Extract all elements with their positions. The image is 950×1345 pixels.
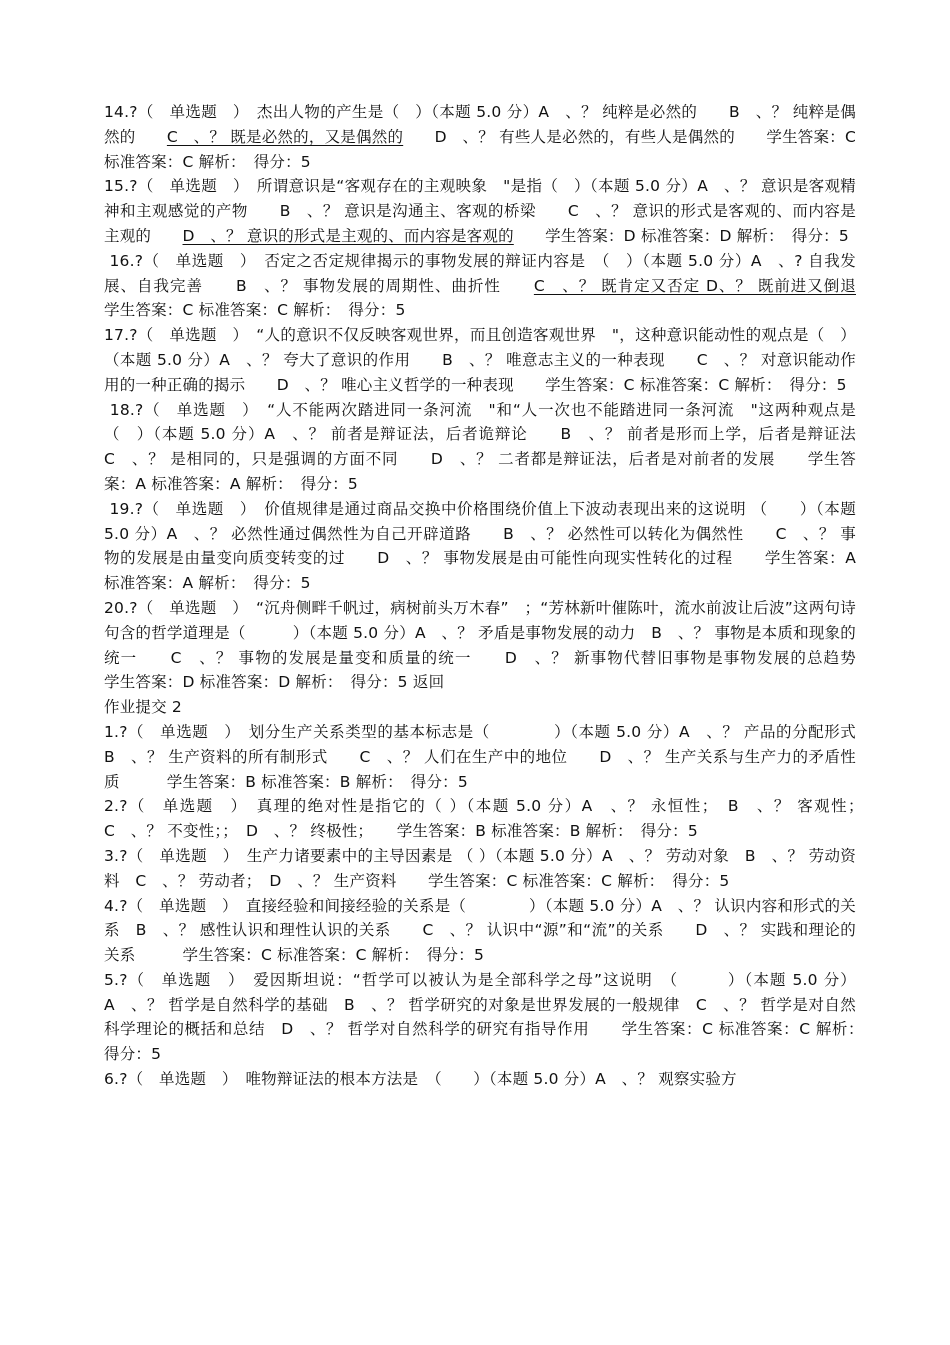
- question-text: 18.?（ 单选题 ） “人不能两次踏进同一条河流 "和“人一次也不能踏进同一条河流 "这两种观点是（ ）（本题 5.0 分）A 、？ 前者是辩证法，后者诡辩论 B 、？ 前者是形而上学，后者是辩证法 C 、？ 是相同的，只是强调的方面不同 D 、？ 二者都是辩证法，后者是对前者的发展 学生答案：A 标准答案：A 解析： 得分：5: [104, 400, 888, 493]
- question-text: 15.?（ 单选题 ） 所谓意识是“客观存在的主观映象 "是指（ ）（本题 5.0 分）A 、？ 意识是客观精神和主观感觉的产物 B 、？ 意识是沟通主、客观的桥梁 C 、？ 意识的形式是客观的、而内容是主观的: [104, 177, 856, 245]
- question-text: D 、？ 有些人是必然的，有些人是偶然的 学生答案：C 标准答案：C 解析： 得分：5: [104, 127, 862, 171]
- question-text: 学生答案：C 标准答案：C 解析： 得分：5: [104, 276, 888, 320]
- question-16: [104, 249, 888, 323]
- question-2-1: 1.?（ 单选题 ） 划分生产关系类型的基本标志是（ ）（本题 5.0 分）A 、？ 产品的分配形式 B 、？ 生产资料的所有制形式 C 、？ 人们在生产中的地位 D 、？ 生产关系与生产力的矛盾性质 学生答案：B 标准答案：B 解析： 得分：5: [104, 722, 872, 791]
- question-2-6: 6.?（ 单选题 ） 唯物辩证法的根本方法是 （ ）（本题 5.0 分）A 、？ 观察实验方: [104, 1070, 737, 1089]
- question-text: 17.?（ 单选题 ） “人的意识不仅反映客观世界，而且创造客观世界 "，这种意识能动性的观点是（ ）（本题 5.0 分）A 、？ 夸大了意识的作用 B 、？ 唯意志主义的一种表现 C 、？ 对意识能动作用的一种正确的揭示 D 、？ 唯心主义哲学的一种表现 学生答案：C 标准答案：C 解析： 得分：5: [104, 326, 856, 394]
- question-14: [104, 100, 862, 174]
- question-2-4: 4.?（ 单选题 ） 直接经验和间接经验的关系是（ ）（本题 5.0 分）A 、？ 认识内容和形式的关系 B 、？ 感性认识和理性认识的关系 C 、？ 认识中“源”和“流”的关系 D 、？ 实践和理论的关系 学生答案：C 标准答案：C 解析： 得分：5: [104, 896, 856, 965]
- underlined-answer: C 、？ 既是必然的，又是偶然的: [166, 127, 404, 146]
- question-2-2: 2.?（ 单选题 ） 真理的绝对性是指它的（ ）（本题 5.0 分）A 、？ 永恒性； B 、？ 客观性； C 、？ 不变性；； D 、？ 终极性； 学生答案：B 标准答案：B 解析： 得分：5: [104, 797, 872, 841]
- question-2-5: 5.?（ 单选题 ） 爱因斯坦说：“哲学可以被认为是全部科学之母”这说明 （ ）（本题 5.0 分）A 、？ 哲学是自然科学的基础 B 、？ 哲学研究的对象是世界发展的一般规律 C 、？ 哲学是对自然科学理论的概括和总结 D 、？ 哲学对自然科学的研究有指导作用 学生答案：C 标准答案：C 解析： 得分：5: [104, 970, 872, 1064]
- question-text: 学生答案：D 标准答案：D 解析： 得分：5: [513, 226, 849, 245]
- question-text: 14.?（ 单选题 ） 杰出人物的产生是（ ）（本题 5.0 分）A 、？ 纯粹是必然的 B 、？ 纯粹是偶然的: [104, 103, 856, 146]
- question-text: 20.?（ 单选题 ） “沉舟侧畔千帆过，病树前头万木春” ；“芳林新叶催陈叶，流水前波让后波”这两句诗句含的哲学道理是（ ）（本题 5.0 分）A 、？ 矛盾是事物发展的动力 B 、？ 事物是本质和现象的统一 C 、？ 事物的发展是量变和质量的统一 D 、？ 新事物代替旧事物是事物发展的总趋势 学生答案：D 标准答案：D 解析： 得分：5 返回: [104, 598, 904, 692]
- question-19: [104, 497, 862, 596]
- question-18: [104, 398, 888, 497]
- question-text: 19.?（ 单选题 ） 价值规律是通过商品交换中价格围绕价值上下波动表现出来的这说明 （ ）（本题 5.0 分）A 、？ 必然性通过偶然性为自己开辟道路 B 、？ 必然性可以转化为偶然性 C 、？ 事物的发展是由量变向质变转变的过 D 、？ 事物发展是由可能性向现实性转化的过程 学生答案：A 标准答案：A 解析： 得分：5: [104, 499, 862, 593]
- document-body: [104, 100, 904, 1092]
- question-text: 16.?（ 单选题 ） 否定之否定规律揭示的事物发展的辩证内容是 （ ）（本题 5.0 分）A 、? 自我发展、自我完善 B 、？ 事物发展的周期性、曲折性: [104, 251, 856, 295]
- question-2-3: 3.?（ 单选题 ） 生产力诸要素中的主导因素是 （ ）（本题 5.0 分）A 、？ 劳动对象 B 、？ 劳动资料 C 、？ 劳动者； D 、？ 生产资料 学生答案：C 标准答案：C 解析： 得分：5: [104, 846, 856, 890]
- section-title: 作业提交 2: [104, 698, 182, 717]
- question-20: [104, 596, 904, 695]
- question-15: [104, 174, 856, 248]
- underlined-answer: C 、？ 既肯定又否定 D、？ 既前进又倒退: [533, 276, 856, 295]
- underlined-answer: D 、？ 意识的形式是主观的、而内容是客观的: [182, 226, 514, 245]
- question-17: [104, 323, 856, 397]
